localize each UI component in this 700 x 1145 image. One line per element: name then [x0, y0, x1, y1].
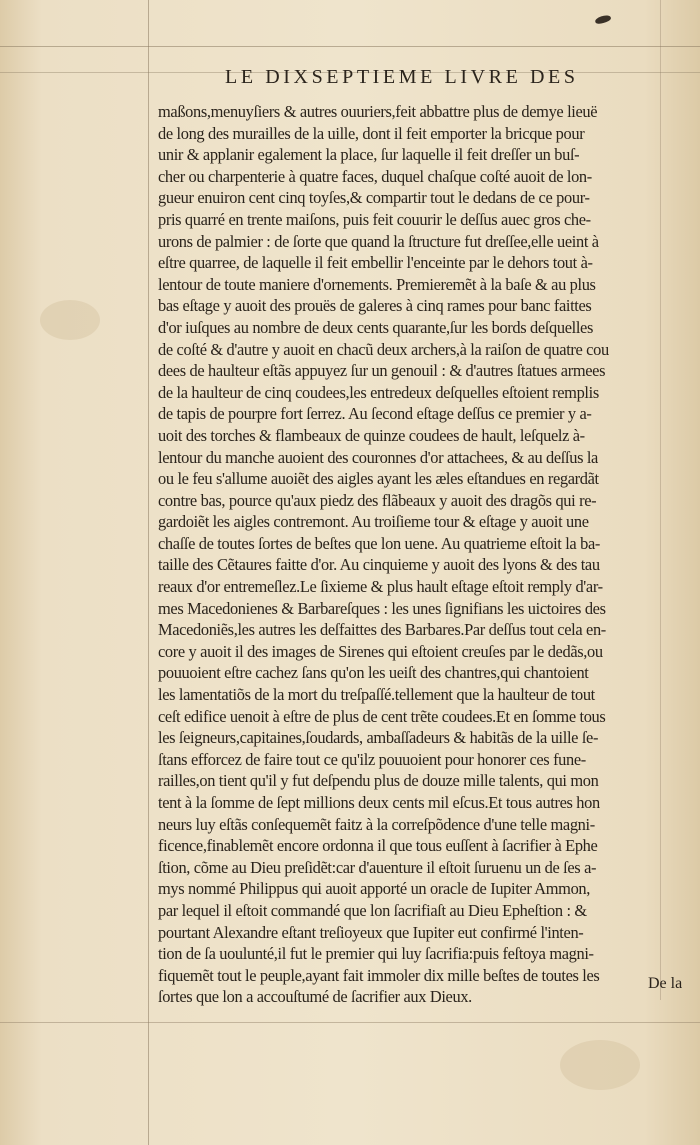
left-margin-rule [148, 0, 149, 1145]
text-line: ceſt edifice uenoit à eſtre de plus de cent trẽte coudees.Et en ſomme tous [158, 706, 606, 726]
text-line: cher ou charpenterie à quatre faces, duquel chaſque coſté auoit de lon- [158, 166, 592, 186]
text-line: taille des Cẽtaures faitte d'or. Au cinquieme y auoit des lyons & des tau [158, 555, 600, 575]
paper-stain [560, 1040, 640, 1090]
text-line: ſtans efforcez de faire tout ce qu'ilz pouuoient pour honorer ces fune- [158, 749, 586, 769]
text-line: les ſeigneurs,capitaines,ſoudards, ambaſſadeurs & habitãs de la uille ſe- [158, 728, 599, 748]
text-line: contre bas, pource qu'aux piedz des flãbeaux y auoit des dragõs qui re- [158, 490, 597, 510]
text-line: d'or iuſques au nombre de deux cents quarante,ſur les bords deſquelles [158, 317, 593, 337]
text-line: de long des murailles de la uille, dont il feit emporter la bricque pour [158, 123, 585, 143]
text-line: urons de palmier : de ſorte que quand la ſtructure fut dreſſee,elle ueint à [158, 231, 599, 251]
text-line: reaux d'or entremeſlez.Le ſixieme & plus hault eſtage eſtoit remply d'ar- [158, 577, 603, 597]
bottom-rule [0, 1022, 700, 1023]
text-line: mes Macedonienes & Barbareſques : les unes ſignifians les uictoires des [158, 598, 606, 618]
text-line: pourtant Alexandre eſtant treſioyeux que Iupiter eut confirmé l'inten- [158, 922, 584, 942]
catchword: De la [648, 975, 683, 992]
text-line: lentour de toute maniere d'ornements. Premieremẽt à la baſe & au plus [158, 274, 596, 294]
ink-blot [594, 14, 611, 26]
text-line: pouuoient eſtre cachez ſans qu'on les ueiſt des chantres,qui chantoient [158, 663, 589, 683]
text-line: ſortes que lon a accouſtumé de ſacrifier aux Dieux. [158, 987, 472, 1007]
text-line: Macedoniẽs,les autres les deſfaittes des Barbares.Par deſſus tout cela en- [158, 620, 606, 640]
text-line: ou le feu s'allume auoiẽt des aigles ayant les æles eſtandues en regardãt [158, 469, 599, 489]
text-line: bas eſtage y auoit des prouës de galeres à cinq rames pour banc faittes [158, 296, 592, 316]
text-line: lentour du manche auoient des couronnes d'or attachees, & au deſſus la [158, 447, 598, 467]
text-line: mys nommé Philippus qui auoit apporté un oracle de Iupiter Ammon, [158, 879, 591, 899]
text-line: dees de haulteur eſtãs appuyez ſur un genouil : & d'autres ſtatues armees [158, 361, 606, 381]
text-line: de coſté & d'autre y auoit en chacũ deux archers,à la raiſon de quatre cou [158, 339, 609, 359]
text-line: ficence,finablemẽt encore ordonna il que tous euſſent à ſacrifier à Ephe [158, 836, 598, 856]
text-line: unir & applanir egalement la place, ſur laquelle il feit dreſſer un buſ- [158, 145, 580, 165]
text-line: tion de ſa uoulunté,il fut le premier qui luy ſacrifia:puis feſtoya magni- [158, 944, 594, 964]
text-line: de tapis de pourpre fort ſerrez. Au ſecond eſtage deſſus ce premier y a- [158, 404, 592, 424]
text-line: fiquemẽt tout le peuple,ayant fait immoler dix mille beſtes de toutes les [158, 965, 600, 985]
running-head: LE DIXSEPTIEME LIVRE DES [225, 66, 579, 88]
top-rule [0, 46, 700, 47]
text-line: gueur enuiron cent cinq toyſes,& compartir tout le dedans de ce pour- [158, 188, 590, 208]
text-line: uoit des torches & flambeaux de quinze coudees de hault, leſquelz à- [158, 425, 585, 445]
text-line: les lamentatiõs de la mort du treſpaſſé.tellement que la haulteur de tout [158, 685, 595, 705]
text-line: railles,on tient qu'il y fut deſpendu plus de douze mille talents, qui mon [158, 771, 599, 791]
text-line: core y auoit il des images de Sirenes qui eſtoient creuſes par le dedãs,ou [158, 641, 603, 661]
text-line: pris quarré en trente maiſons, puis feit couurir le deſſus auec gros che- [158, 209, 591, 229]
text-line: maßons,menuyſiers & autres ouuriers,feit abbattre plus de demye lieuë [158, 102, 598, 121]
text-line: gardoiẽt les aigles contremont. Au troiſieme tour & eſtage y auoit une [158, 512, 589, 532]
paper-stain [40, 300, 100, 340]
text-line: de la haulteur de cinq coudees,les entredeux deſquelles eſtoient remplis [158, 382, 599, 402]
text-line: ſtion, cõme au Dieu preſidẽt:car d'auenture il eſtoit ſuruenu un de ſes a- [158, 857, 597, 877]
text-line: par lequel il eſtoit commandé que lon ſacrifiaſt au Dieu Epheſtion : & [158, 900, 587, 920]
text-line: eſtre quarree, de laquelle il feit embellir l'enceinte par le dehors tout à- [158, 253, 593, 273]
text-line: chaſſe de toutes ſortes de beſtes que lon uene. Au quatrieme eſtoit la ba- [158, 533, 600, 553]
text-line: tent à la ſomme de ſept millions deux cents mil eſcus.Et tous autres hon [158, 793, 600, 812]
text-line: neurs luy eſtãs conſequemẽt faitz à la correſpõdence d'une telle magni- [158, 814, 595, 834]
body-text [158, 101, 668, 1008]
